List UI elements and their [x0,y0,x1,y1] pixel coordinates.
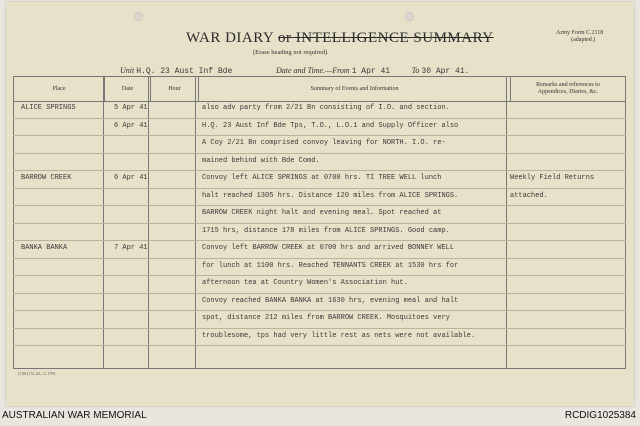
footer-record-id: RCDIG1025384 [564,410,636,421]
entry-summary: Convoy left ALICE SPRINGS at 0700 hrs. TI TREE WELL lunch [202,174,442,182]
entry-summary: 1715 hrs, distance 178 miles from ALICE SPRINGS. Good camp. [202,226,450,235]
table-row [13,294,626,312]
date-to: 30 Apr 41. [421,67,491,77]
entry-date: 7 Apr 41 [114,244,148,252]
unit-label: Unit [120,66,135,75]
table-row [13,311,626,329]
date-label: Date and Time.—From [276,66,350,75]
date-to-label: To [411,66,420,75]
entry-summary: spot, distance 212 miles from BARROW CREEK. Mosquitoes very [202,314,450,322]
footer-institution: AUSTRALIAN WAR MEMORIAL [2,410,147,421]
printer-mark: (7,861) 51.20—C.1795 [18,371,56,376]
title-note: (Erase heading not required). [253,49,329,56]
entry-summary: also adv party from 2/21 Bn consisting of I.O. and section. [202,104,450,112]
table-row [13,101,626,119]
table-row [13,189,626,207]
table-row [13,329,626,347]
unit-value: H.Q. 23 Aust Inf Bde [136,67,246,77]
table-row [13,154,626,172]
entry-date: 6 Apr 41 [114,174,148,182]
header-summary: Summary of Events and Information [199,77,511,102]
header-hour: Hour [151,77,199,102]
table-row [13,119,626,137]
date-from: 1 Apr 41 [352,67,404,77]
entry-summary: Convoy reached BANKA BANKA at 1630 hrs, evening meal and halt [202,296,459,305]
entry-date: 6 Apr 41 [114,121,148,130]
table-row [13,171,626,189]
punch-hole [405,12,414,21]
form-adapted: (adapted.) [571,37,596,43]
table-row [13,136,626,154]
diary-entries [13,101,626,346]
entry-date: 5 Apr 41 [114,104,148,112]
entry-summary: A Coy 2/21 Bn comprised convoy leaving for NORTH. I.O. re- [202,139,446,147]
entry-place: BARROW CREEK [21,174,72,182]
entry-summary: BARROW CREEK night halt and evening meal. Spot reached at [202,209,442,217]
header-place: Place [14,77,105,102]
table-row [13,259,626,277]
entry-remarks: attached. [510,191,548,200]
entry-summary: H.Q. 23 Aust Inf Bde Tps, T.O., L.O.1 and Supply Officer also [202,121,459,130]
entry-summary: for lunch at 1100 hrs. Reached TENNANTS CREEK at 1530 hrs for [202,261,459,270]
entry-summary: afternoon tea at Country Women's Association hut. [202,279,408,287]
title-war-diary: WAR DIARY [186,30,274,46]
table-row [13,206,626,224]
entry-remarks: Weekly Field Returns [510,174,595,182]
entry-place: ALICE SPRINGS [21,104,76,112]
table-bottom-rule [13,368,626,369]
entry-summary: troublesome, tps had very little rest as nets were not available. [202,331,476,340]
punch-hole [134,12,143,21]
table-row [13,241,626,259]
table-row [13,224,626,242]
entry-summary: mained behind with Bde Comd. [202,156,320,165]
entry-place: BANKA BANKA [21,244,68,252]
column-headers [13,76,626,102]
title-struck: or INTELLIGENCE SUMMARY [277,30,494,46]
header-date: Date [105,77,151,102]
diary-title [186,30,494,47]
entry-summary: halt reached 1305 hrs. Distance 120 miles from ALICE SPRINGS. [202,191,459,200]
form-number [556,30,603,44]
header-remarks: Remarks and references to Appendices, Diaries, &c. [511,77,626,102]
form-number-text: Army Form C.2118 [556,30,604,36]
table-row [13,276,626,294]
entry-summary: Convoy left BARROW CREEK at 0700 hrs and arrived BONNEY WELL [202,244,455,252]
